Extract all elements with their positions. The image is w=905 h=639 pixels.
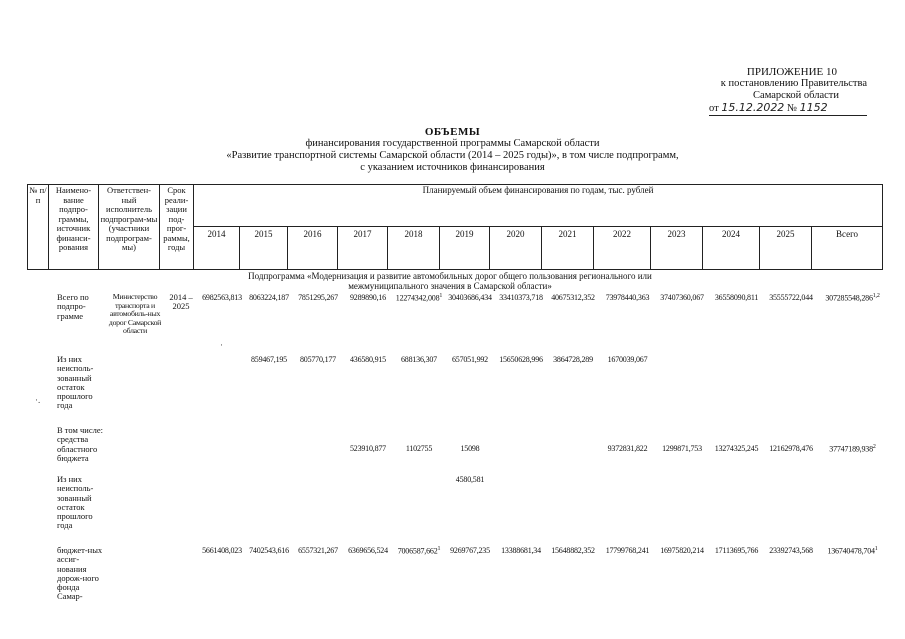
- cell-text: 23392743,568: [769, 546, 813, 555]
- appendix-date: 15.12.2022: [721, 101, 785, 114]
- cell-text: 33410373,718: [499, 293, 543, 302]
- header-year: 2019: [440, 227, 490, 270]
- cell-text: 7402543,616: [249, 546, 289, 555]
- table-cell-value: [495, 293, 547, 302]
- cell-text: 13388681,34: [501, 546, 541, 555]
- cell-text: 9289890,16: [349, 293, 386, 302]
- table-cell-value: [599, 444, 656, 453]
- table-cell-value: [765, 444, 817, 453]
- subprogram-caption: Подпрограмма «Модернизация и развитие автомобильных дорог общего пользования регионального или межмуниципального значения в Самарской области»: [248, 271, 652, 291]
- appendix-date-line: [709, 102, 867, 116]
- cell-text: 9372831,822: [607, 444, 648, 453]
- table-cell-value: [445, 355, 495, 364]
- cell-text: 30403686,434: [448, 293, 492, 302]
- cell-text: 5661408,023: [202, 546, 242, 555]
- financing-table: [27, 184, 883, 270]
- appendix-title: ПРИЛОЖЕНИЕ 10: [746, 66, 837, 78]
- header-year: 2020: [490, 227, 542, 270]
- cell-text: 657051,992: [451, 355, 488, 364]
- header-year: 2017: [338, 227, 388, 270]
- cell-text: 436580,915: [349, 355, 386, 364]
- header-term: Срок реали-зации под-прог-раммы, годы: [160, 185, 194, 270]
- header-year: 2022: [594, 227, 651, 270]
- row-label-road-fund: бюджет-ных ассиг-нования дорож-ного фонда Самар-: [57, 545, 103, 602]
- row-resp: Министерство транспорта и автомобиль-ных дорог Самарской области: [108, 292, 162, 336]
- scan-speck: ·.: [35, 395, 41, 405]
- table-cell-value: [245, 293, 293, 302]
- appendix-line2: к постановлению Правительства: [720, 78, 867, 89]
- table-cell-value: [495, 355, 547, 364]
- cell-text: 6557321,267: [298, 546, 338, 555]
- cell-text: 805770,177: [299, 355, 336, 364]
- cell-text: 1299871,753: [662, 444, 702, 453]
- table-cell-value: [495, 546, 547, 555]
- cell-text: 4580,581: [455, 475, 485, 484]
- header-name: Наимено-вание подпро-граммы, источник финанси-рования: [49, 185, 99, 270]
- cell-text: 15098: [460, 444, 480, 453]
- cell-text: 37407360,067: [660, 293, 704, 302]
- appendix-number: 1152: [799, 101, 828, 114]
- header-year: 2023: [651, 227, 703, 270]
- cell-text: 859467,195: [250, 355, 287, 364]
- cell-text: 16975820,214: [660, 546, 704, 555]
- table-cell-value: [599, 293, 656, 302]
- title-line1: финансирования государственной программы Самарской области: [305, 138, 600, 149]
- cell-text: 12162978,476: [769, 444, 813, 453]
- cell-text: 15648882,352: [551, 546, 595, 555]
- table-cell-value: [656, 444, 708, 453]
- table-cell-value: [199, 293, 245, 302]
- table-cell-value: [393, 444, 445, 453]
- cell-text: 12274342,008: [395, 293, 440, 303]
- header-year: 2015: [240, 227, 288, 270]
- table-cell-value: [293, 355, 343, 364]
- row-term: 2014 – 2025: [169, 292, 193, 312]
- cell-text: 1102755: [405, 444, 433, 453]
- appendix-block: [692, 66, 867, 116]
- table-cell-value: [817, 293, 888, 303]
- cell-text: 688136,307: [400, 355, 437, 364]
- table-cell-value: [393, 355, 445, 364]
- cell-text: 17799768,241: [605, 546, 650, 555]
- header-num: № п/п: [28, 185, 49, 270]
- footnote-mark: 1: [439, 293, 443, 299]
- table-cell-value: [445, 444, 495, 453]
- appendix-line3: Самарской области: [753, 90, 839, 101]
- table-cell-value: [393, 546, 445, 556]
- header-plan: Планируемый объем финансирования по годам, тыс. рублей: [194, 185, 883, 227]
- title-line3: с указанием источников финансирования: [360, 162, 545, 173]
- table-cell-value: [656, 293, 708, 302]
- table-cell-value: [199, 546, 245, 555]
- cell-text: 307285548,286: [825, 293, 873, 303]
- table-cell-value: [765, 293, 817, 302]
- appendix-from: от: [709, 103, 719, 114]
- header-total: Всего: [812, 227, 883, 270]
- table-cell-value: [245, 355, 293, 364]
- table-cell-value: [547, 546, 599, 555]
- appendix-number-sign: №: [786, 103, 797, 114]
- table-cell-value: [293, 293, 343, 302]
- cell-text: 37747189,938: [829, 444, 873, 454]
- cell-text: 13274325,245: [714, 444, 759, 453]
- row-label-regional: В том числе: средства областного бюджета: [57, 425, 103, 463]
- cell-text: 3864728,289: [553, 355, 593, 364]
- table-cell-value: [599, 355, 656, 364]
- header-year: 2024: [703, 227, 760, 270]
- cell-text: 17113695,766: [714, 546, 759, 555]
- row-label-total: Всего по подпро-грамме: [57, 292, 89, 321]
- table-cell-value: [765, 546, 817, 555]
- cell-text: 523910,877: [349, 444, 386, 453]
- cell-text: 7851295,267: [298, 293, 338, 302]
- table-cell-value: [343, 546, 393, 555]
- cell-text: 73978440,363: [605, 293, 650, 302]
- cell-text: 15650628,996: [499, 355, 543, 364]
- cell-text: 36558090,811: [714, 293, 759, 302]
- cell-text: 35555722,044: [769, 293, 813, 302]
- cell-text: 40675312,352: [551, 293, 595, 302]
- footnote-mark: 2: [872, 444, 876, 450]
- table-cell-value: [293, 546, 343, 555]
- table-cell-value: [708, 293, 765, 302]
- table-cell-value: [343, 293, 393, 302]
- row-label-unused-2: Из них неисполь-зованный остаток прошлого года: [57, 474, 94, 531]
- table-cell-value: [817, 444, 888, 454]
- table-cell-value: [445, 475, 495, 484]
- header-year: 2014: [194, 227, 240, 270]
- header-year: 2016: [288, 227, 338, 270]
- scan-speck: ·: [220, 340, 223, 350]
- cell-text: 7006587,662: [397, 546, 438, 556]
- header-year: 2025: [760, 227, 812, 270]
- header-resp: Ответствен-ный исполнитель подпрограм-мы (участники подпрограм-мы): [99, 185, 160, 270]
- row-label-unused-1: Из них неисполь-зованный остаток прошлого года: [57, 354, 94, 411]
- header-year: 2021: [542, 227, 594, 270]
- table-cell-value: [599, 546, 656, 555]
- footnote-mark: 1: [874, 546, 878, 552]
- footnote-mark: 1: [437, 546, 441, 552]
- table-cell-value: [445, 293, 495, 302]
- table-cell-value: [708, 546, 765, 555]
- table-cell-value: [343, 444, 393, 453]
- cell-text: 8063224,187: [249, 293, 289, 302]
- footnote-mark: 1,2: [872, 293, 880, 299]
- table-cell-value: [343, 355, 393, 364]
- cell-text: 6369656,524: [348, 546, 388, 555]
- cell-text: 136740478,704: [827, 546, 875, 556]
- table-cell-value: [245, 546, 293, 555]
- table-cell-value: [393, 293, 445, 303]
- table-cell-value: [547, 293, 599, 302]
- title-line2: «Развитие транспортной системы Самарской области (2014 – 2025 годы)», в том числе подпрограмм,: [226, 150, 679, 161]
- cell-text: 6982563,813: [202, 293, 242, 302]
- table-cell-value: [817, 546, 888, 556]
- cell-text: 9269767,235: [450, 546, 490, 555]
- cell-text: 1670039,067: [607, 355, 648, 364]
- document-title: [0, 126, 905, 174]
- title-heading: ОБЪЕМЫ: [424, 126, 481, 138]
- header-year: 2018: [388, 227, 440, 270]
- table-cell-value: [708, 444, 765, 453]
- table-cell-value: [445, 546, 495, 555]
- table-cell-value: [656, 546, 708, 555]
- table-cell-value: [547, 355, 599, 364]
